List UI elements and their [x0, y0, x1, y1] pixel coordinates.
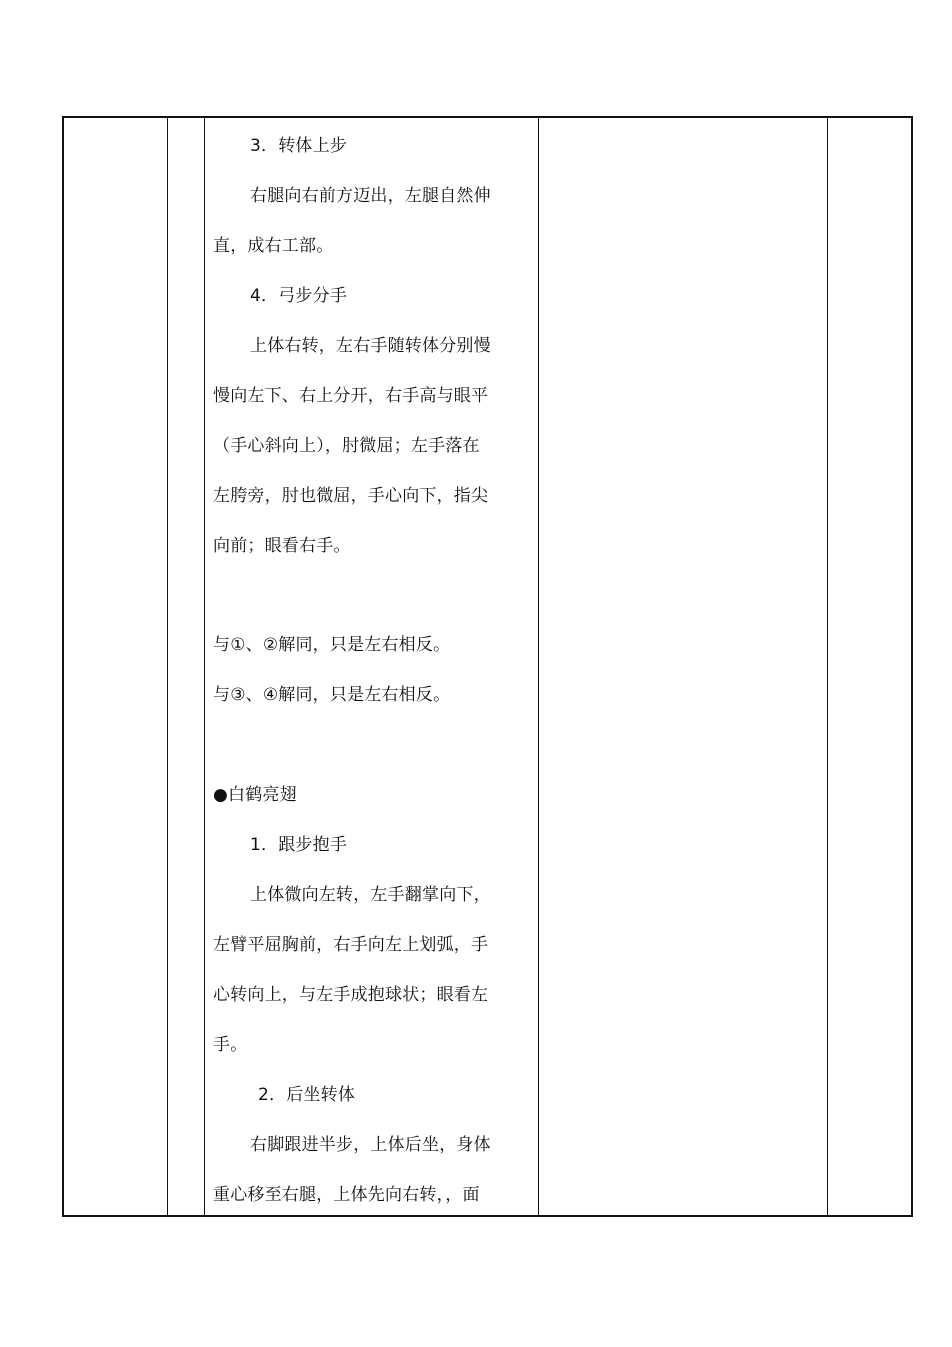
paragraph-line: 上体微向左转，左手翻掌向下，	[250, 885, 491, 905]
table-cell-col-2	[168, 118, 205, 1215]
table-cell-col-1	[64, 118, 168, 1215]
paragraph-line: 直，成右工部。	[213, 236, 334, 256]
paragraph-line: 与①、②解同，只是左右相反。	[213, 635, 451, 655]
paragraph-line: 右腿向右前方迈出，左腿自然伸	[250, 186, 491, 206]
paragraph-line: 向前；眼看右手。	[213, 536, 351, 556]
step-heading: 4．弓步分手	[250, 286, 348, 306]
paragraph-line: 手。	[213, 1035, 248, 1055]
paragraph-line: 心转向上，与左手成抱球状；眼看左	[213, 985, 489, 1005]
table	[62, 116, 913, 1217]
paragraph-line: 慢向左下、右上分开，右手高与眼平	[213, 386, 489, 406]
section-heading: ●白鹤亮翅	[213, 785, 297, 805]
step-heading: 2．后坐转体	[258, 1085, 356, 1105]
paragraph-line: 右脚跟进半步，上体后坐，身体	[250, 1135, 491, 1155]
table-cell-content	[205, 118, 539, 1215]
step-heading: 1．跟步抱手	[250, 835, 348, 855]
paragraph-line: 左臂平屈胸前，右手向左上划弧，手	[213, 935, 489, 955]
paragraph-line: 左胯旁，肘也微屈，手心向下，指尖	[213, 486, 489, 506]
table-cell-col-5	[828, 118, 913, 1215]
paragraph-line: （手心斜向上），肘微屈；左手落在	[213, 436, 480, 456]
table-cell-col-4	[539, 118, 828, 1215]
step-heading: 3．转体上步	[250, 136, 348, 156]
paragraph-line: 与③、④解同，只是左右相反。	[213, 685, 451, 705]
paragraph-line: 上体右转，左右手随转体分别慢	[250, 336, 491, 356]
paragraph-line: 重心移至右腿，上体先向右转，，面	[213, 1185, 480, 1205]
